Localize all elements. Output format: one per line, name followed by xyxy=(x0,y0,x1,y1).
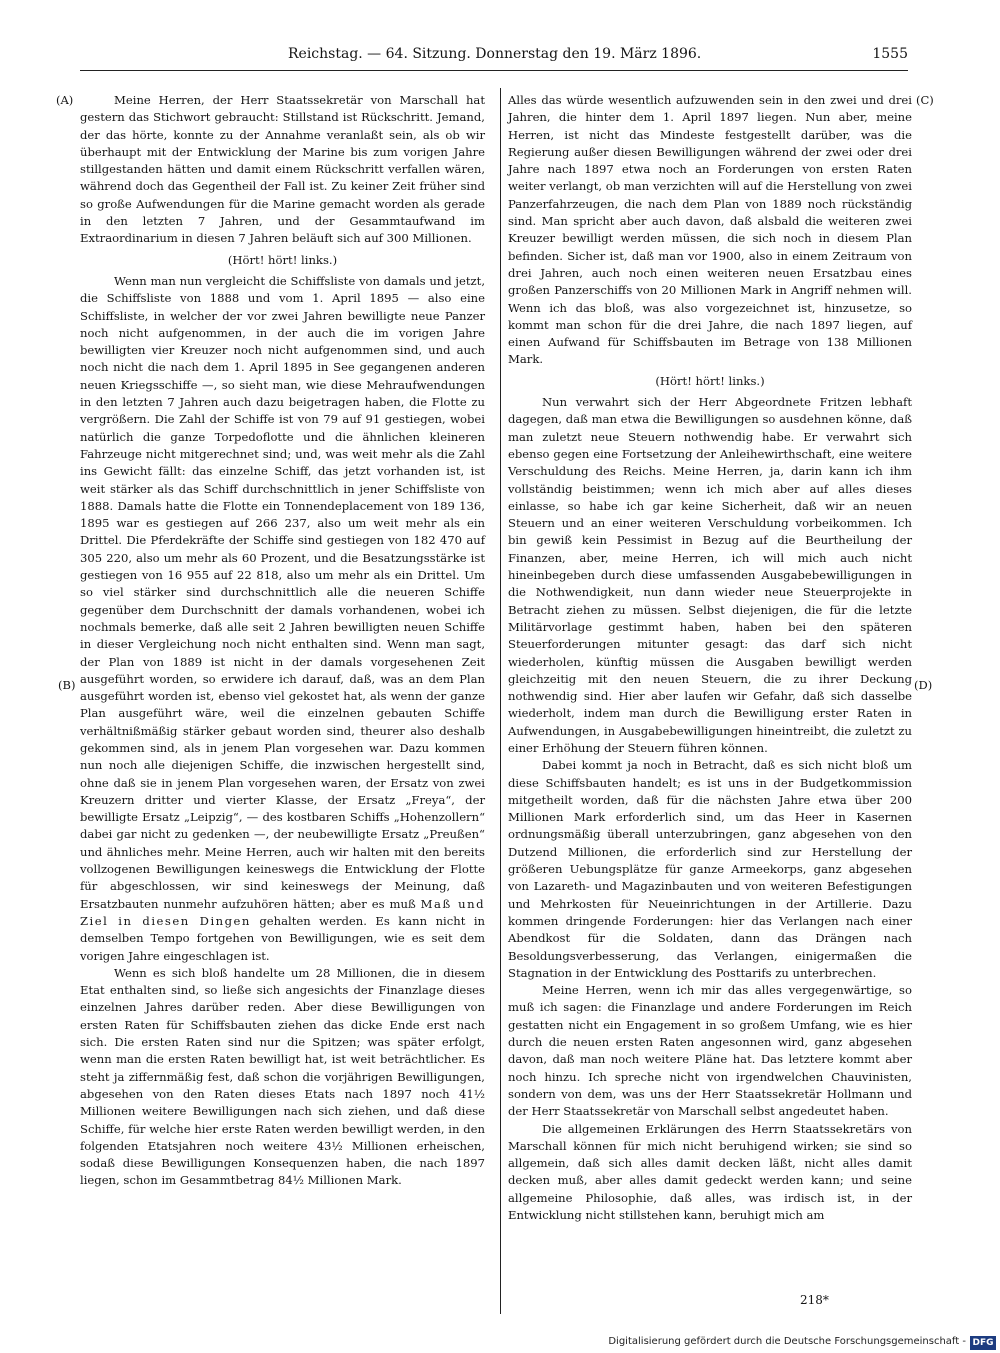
paragraph: Meine Herren, wenn ich mir das alles vergegenwärtige, so muß ich sagen: die Finanzlage und andere Forderungen im Reich gestatten nicht ein Engagement in so großem Umfang, wie es hier durch die neuen ersten Raten angesonnen wird, ganz abgesehen davon, daß man noch weitere Pläne hat. Das letztere kommt aber noch hinzu. Ich spreche nicht von irgendwelchen Chauvinisten, sondern von dem, was uns der Herr Staatssekretär Hollmann und der Herr Staatssekretär von Marschall selbst angedeutet haben. xyxy=(508,983,912,1119)
paragraph: Meine Herren, der Herr Staatssekretär von Marschall hat gestern das Stichwort gebraucht: Stillstand ist Rückschritt. Jemand, der das hörte, konnte zu der Annahme veranlaßt sein, als ob wir überhaupt mit der Entwicklung der Marine bis zum vorigen Jahre stillgestanden hätten und damit einem Rückschritt verfallen wären, während doch das Gegentheil der Fall ist. Zu keiner Zeit früher sind so große Aufwendungen für die Marine gemacht worden als gerade in den letzten 7 Jahren, und der Gesammtaufwand im Extraordinarium in diesen 7 Jahren beläuft sich auf 300 Millionen. xyxy=(80,93,485,246)
running-header xyxy=(80,46,908,70)
footer xyxy=(600,1334,1000,1353)
right-column xyxy=(508,92,912,1224)
margin-mark-c: (C) xyxy=(916,93,934,107)
column-divider xyxy=(500,88,501,1314)
emphasized-phrase: Maß und Ziel in diesen Dingen xyxy=(80,896,485,928)
dfg-logo-icon: DFG xyxy=(970,1336,996,1350)
footer-credit: Digitalisierung gefördert durch die Deutsche Forschungsgemeinschaft - xyxy=(608,1336,966,1347)
paragraph: Nun verwahrt sich der Herr Abgeordnete Fritzen lebhaft dagegen, daß man etwa die Bewilligungen so ausdehnen könne, daß man zuletzt neue Steuern nothwendig habe. Er verwahrt sich ebenso gegen eine Fortsetzung der Anleihewirthschaft, eine weitere Verschuldung des Reichs. Meine Herren, ja, darin kann ich ihm vollständig beistimmen; wenn ich mich aber auf alles dieses einlasse, so habe ich gar keine Sicherheit, daß wir an neuen Steuern und an einer weiteren Verschuldung vorbeikommen. Ich bin gewiß kein Pessimist in Bezug auf die Beurtheilung der Finanzen, aber, meine Herren, ich will mich auch nicht hineinbegeben durch diese umfassenden Ausgabebewilligungen in die Nothwendigkeit, nun dann wieder neue Steuerprojekte in Betracht ziehen zu müssen. Selbst diejenigen, die für die letzte Militärvorlage gestimmt haben, haben bei den späteren Steuerforderungen mitunter gesagt: das darf sich nicht wiederholen, künftig müssen die Ausgaben bewilligt werden gleichzeitig mit den neuen Steuern, die zu ihrer Deckung nothwendig sind. Hier aber laufen wir Gefahr, daß sich dasselbe wiederholt, indem man durch die Bewilligung erster Raten in Aufwendungen, in Ausgabebewilligungen hineintreibt, die zuletzt zu einer Erhöhung der Steuern führen können. xyxy=(508,395,912,755)
interjection: (Hört! hört! links.) xyxy=(227,252,338,267)
margin-mark-d: (D) xyxy=(914,678,933,692)
left-column xyxy=(80,92,485,1190)
header-rule xyxy=(80,70,908,71)
page-number: 1555 xyxy=(872,46,908,62)
paragraph: Dabei kommt ja noch in Betracht, daß es sich nicht bloß um diese Schiffsbauten handelt; es ist uns in der Budgetkommission mitgetheilt worden, daß für die nächsten Jahre etwa über 200 Millionen Mark erforderlich sind, um das Heer in Kasernen ordnungsmäßig überall unterzubringen, ganz abgesehen von den Dutzend Millionen, die erforderlich sind zur Herstellung der größeren Uebungsplätze für ganze Armeekorps, ganz abgesehen von Lazareth- und Magazinbauten und von weiteren Befestigungen und Mehrkosten für Neueinrichtungen in der Artillerie. Dazu kommen dringende Forderungen: hier das Verlangen nach einer Abendkost für die Soldaten, dann das Drängen nach Besoldungsverbesserung, das Verlangen, einigermaßen die Stagnation in der Entwicklung des Posttarifs zu unterbrechen. xyxy=(508,758,912,980)
paragraph: Wenn es sich bloß handelte um 28 Millionen, die in diesem Etat enthalten sind, so ließe sich angesichts der Finanzlage dieses einzelnen Jahres darüber reden. Aber diese Bewilligungen von ersten Raten für Schiffsbauten ziehen das dicke Ende erst nach sich. Die ersten Raten sind nur die Spitzen; was später erfolgt, wenn man die ersten Raten bewilligt hat, ist weit beträchtlicher. Es steht ja ziffernmäßig fest, daß schon die vorjährigen Bewilligungen, abgesehen von den Raten dieses Etats nach 1897 noch 41½ Millionen weitere Bewilligungen nach sich ziehen, und daß diese Schiffe, für welche hier erste Raten werden bewilligt werden, in den folgenden Etatsjahren noch weitere 43½ Millionen erheischen, sodaß diese Bewilligungen Konsequenzen haben, die nach 1897 liegen, schon im Gesammtbetrag 84½ Millionen Mark. xyxy=(80,965,485,1188)
paragraph-text: Wenn man nun vergleicht die Schiffsliste von damals und jetzt, die Schiffsliste von 1888 und vom 1. April 1895 — also eine Schiffsliste, in welcher der vor zwei Jahren bewilligte neue Panzer noch nicht aufgenommen, in der auch die im vorigen Jahre bewilligten vier Kreuzer noch nicht aufgenommen sind, und auch noch nicht die nach dem 1. April 1895 in See gegangenen anderen neuen Kriegsschiffe —, so sieht man, wie diese Mehraufwendungen in den letzten 7 Jahren auch dazu beigetragen haben, die Flotte zu vergrößern. Die Zahl der Schiffe ist von 79 auf 91 gestiegen, wobei natürlich die ganze Torpedoflotte und die ähnlichen kleineren Fahrzeuge nicht mitgerechnet sind; und, was weit mehr als die Zahl ins Gewicht fällt: das einzelne Schiff, das jetzt vorhanden ist, ist weit stärker als das Schiff durchschnittlich in jener Schiffsliste von 1888. Damals hatte die Flotte ein Tonnendeplacement von 189 136, 1895 war es gestiegen auf 266 237, also um weit mehr als ein Drittel. Die Pferdekräfte der Schiffe sind gestiegen von 182 470 auf 305 220, also um mehr als 60 Prozent, und die Besatzungsstärke ist gestiegen von 16 955 auf 22 818, also um mehr als ein Drittel. Um so viel stärker sind durchschnittlich alle die neueren Schiffe gegenüber dem Durchschnitt der damals vorhandenen, wobei ich nochmals bemerke, daß alle seit 2 Jahren bewilligten neuen Schiffe in dieser Vergleichung noch nicht enthalten sind. Wenn man sagt, der Plan von 1889 ist nicht in der damals vorgesehenen Zeit ausgeführt worden, so erwidere ich darauf, daß, was an dem Plan ausgeführt worden ist, ebenso viel gekostet hat, als wenn der ganze Plan ausgeführt wäre, weil die einzelnen gebauten Schiffe verhältnißmäßig stärker gebaut worden sind, theurer also deshalb gekommen sind, als in jenem Plan vorgesehen war. Dazu kommen nun noch alle diejenigen Schiffe, die inzwischen hergestellt sind, ohne daß sie in jenem Plan vorgesehen waren, der Ersatz von zwei Kreuzern dritter und vierter Klasse, der Ersatz „Freya“, der bewilligte Ersatz „Leipzig“, — des kostbaren Schiffs „Hohenzollern“ dabei gar nicht zu gedenken —, der neubewilligte Ersatz „Preußen“ und ähnliches mehr. Meine Herren, auch wir halten mit den bereits vollzogenen Bewilligungen keineswegs die Entwicklung der Flotte für abgeschlossen, wir sind keineswegs der Meinung, daß Ersatzbauten nunmehr aufzuhören hätten; aber es muß xyxy=(80,273,485,911)
margin-mark-a: (A) xyxy=(56,93,74,107)
paragraph-text: gehalten werden. Es kann nicht in demselben Tempo fortgehen von Bewilligungen, wie es seit dem vorigen Jahre eingeschlagen ist. xyxy=(80,913,485,963)
margin-mark-b: (B) xyxy=(58,678,76,692)
interjection: (Hört! hört! links.) xyxy=(655,373,765,388)
running-title: Reichstag. — 64. Sitzung. Donnerstag den 19. März 1896. xyxy=(288,46,702,62)
paragraph: Die allgemeinen Erklärungen des Herrn Staatssekretärs von Marschall können für mich nicht beruhigend wirken; sie sind so allgemein, daß sich alles damit decken läßt, nicht alles damit decken muß, aber alles damit gedeckt werden kann; und seine allgemeine Philosophie, daß alles, was irdisch ist, in der Entwicklung nicht stillstehen kann, beruhigt mich am xyxy=(508,1121,912,1222)
signature-mark: 218* xyxy=(800,1293,829,1307)
paragraph xyxy=(80,273,485,965)
paragraph: Alles das würde wesentlich aufzuwenden sein in den zwei und drei Jahren, die hinter dem 1. April 1897 liegen. Nun aber, meine Herren, ist nicht das Mindeste festgestellt darüber, was die Regierung außer diesen Bewilligungen während der zwei oder drei Jahre nach 1897 etwa noch an Forderungen von ersten Raten weiter verlangt, ob man verzichten will auf die Herstellung von zwei Panzerfahrzeugen, die nach dem Plan von 1889 noch rückständig sind. Man spricht aber auch davon, daß alsbald die weiteren zwei Kreuzer bewilligt werden müssen, die sich noch in diesem Plan befinden. Sicher ist, daß man vor 1900, also in einem Zeitraum von drei Jahren, auch noch einen weiteren neuen Ersatzbau eines großen Panzerschiffs von 20 Millionen Mark in Angriff nehmen will. Wenn ich das bloß, was also vorgezeichnet ist, hinzusetze, so kommt man schon für die drei Jahre, die nach 1897 liegen, auf einen Aufwand für Schiffsbauten im Betrage von 138 Millionen Mark. xyxy=(508,93,912,367)
